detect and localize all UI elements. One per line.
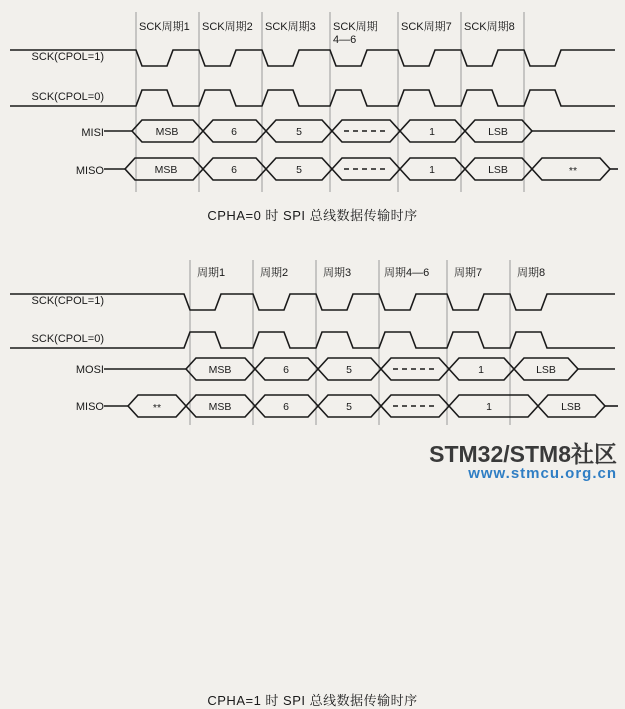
signal-label-misi: MISI — [81, 127, 104, 139]
spi-timing-diagram-cpha1 — [0, 240, 625, 708]
cycle-label-b3: 周期3 — [323, 267, 352, 279]
miso-bit-msb: MSB — [154, 164, 178, 176]
miso-bit-1: 1 — [429, 164, 435, 176]
cycle-label-b2: 周期2 — [260, 267, 289, 279]
waveform-miso-top — [104, 158, 618, 180]
cycle-label-b1: 周期1 — [197, 267, 226, 279]
signal-labels-bottom — [32, 295, 105, 413]
cycle-label-8: SCK周期8 — [464, 21, 515, 33]
signal-label-miso: MISO — [75, 165, 104, 177]
caption-cpha1: CPHA=1 时 SPI 总线数据传输时序 — [207, 693, 418, 708]
miso-b-bit-1: 1 — [486, 401, 492, 413]
cycle-label-7: SCK周期7 — [401, 21, 452, 33]
miso-bit-labels-top — [155, 164, 577, 177]
cycle-label-group-bottom — [197, 265, 545, 279]
cycle-label-group-top — [139, 19, 515, 46]
spi-timing-diagram-cpha0 — [0, 0, 625, 240]
miso-bit-undefined: ** — [568, 165, 578, 177]
signal-label-b-sck-cpol0: SCK(CPOL=0) — [31, 333, 104, 345]
miso-bit-labels-bottom — [153, 401, 581, 414]
misi-bit-5: 5 — [296, 126, 302, 138]
watermark-title: STM32/STM8社区 — [429, 441, 617, 468]
miso-bit-5: 5 — [296, 164, 302, 176]
miso-b-bit-6: 6 — [283, 401, 289, 413]
mosi-bit-6: 6 — [283, 364, 289, 376]
mosi-bit-1: 1 — [478, 364, 484, 376]
waveform-miso-bottom — [104, 395, 618, 417]
misi-bit-lsb: LSB — [488, 126, 508, 138]
caption-cpha0: CPHA=0 时 SPI 总线数据传输时序 — [207, 208, 418, 223]
cycle-label-b4: 周期4—6 — [384, 267, 430, 279]
misi-bit-msb: MSB — [155, 126, 179, 138]
cycle-label-b8: 周期8 — [517, 267, 546, 279]
miso-b-bit-msb: MSB — [208, 401, 232, 413]
signal-label-sck-cpol1: SCK(CPOL=1) — [31, 51, 104, 63]
miso-bit-lsb: LSB — [488, 164, 508, 176]
mosi-bit-msb: MSB — [208, 364, 232, 376]
mosi-bit-5: 5 — [346, 364, 352, 376]
miso-bit-6: 6 — [231, 164, 237, 176]
cycle-label-4: SCK周期 — [333, 21, 378, 33]
cycle-label-4-second-line: 4—6 — [333, 34, 357, 46]
misi-bit-1: 1 — [429, 126, 435, 138]
cycle-label-1: SCK周期1 — [139, 21, 190, 33]
miso-b-bit-lsb: LSB — [561, 401, 581, 413]
signal-labels-top — [32, 51, 105, 177]
watermark-url: www.stmcu.org.cn — [468, 465, 617, 483]
waveform-misi-top — [104, 120, 615, 142]
cycle-gridlines-top — [136, 12, 524, 192]
signal-label-mosi: MOSI — [75, 364, 104, 376]
mosi-bit-lsb: LSB — [536, 364, 556, 376]
miso-b-bit-undefined: ** — [152, 402, 162, 414]
misi-bit-6: 6 — [231, 126, 237, 138]
cycle-label-2: SCK周期2 — [202, 21, 253, 33]
signal-label-b-sck-cpol1: SCK(CPOL=1) — [31, 295, 104, 307]
cpha0-waveform-svg — [0, 0, 625, 240]
cpha1-waveform-svg — [0, 240, 625, 488]
cycle-label-b7: 周期7 — [454, 267, 483, 279]
signal-label-b-miso: MISO — [75, 401, 104, 413]
miso-b-bit-5: 5 — [346, 401, 352, 413]
cycle-label-3: SCK周期3 — [265, 21, 316, 33]
signal-label-sck-cpol0: SCK(CPOL=0) — [31, 91, 104, 103]
